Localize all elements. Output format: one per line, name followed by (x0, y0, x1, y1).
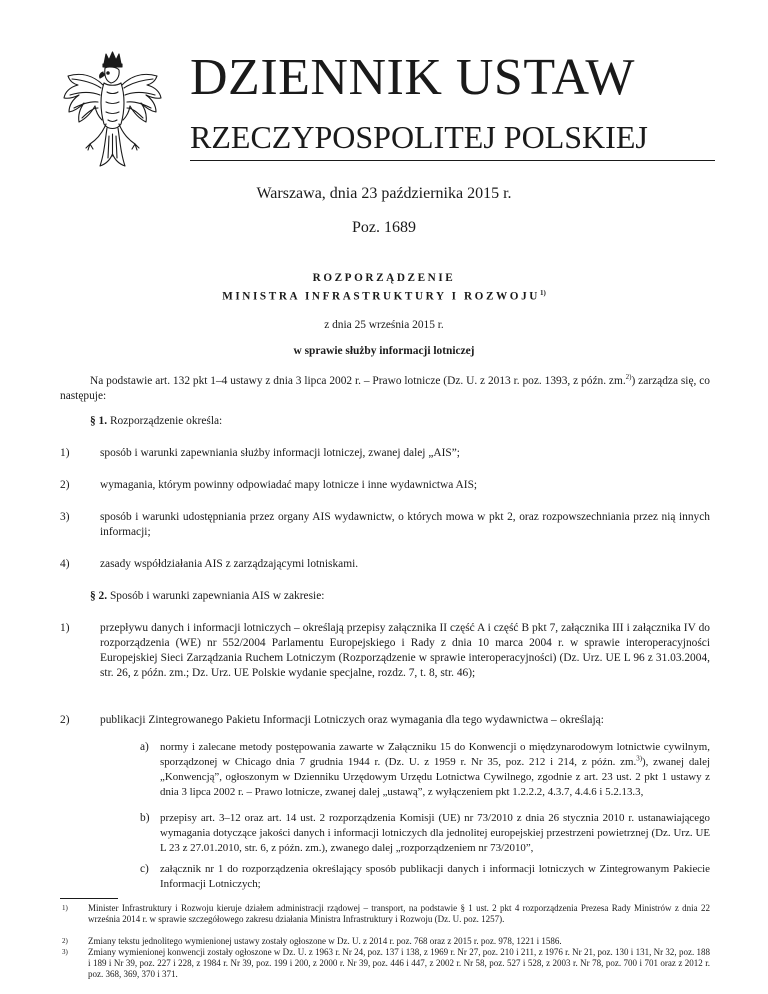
publication-date: Warszawa, dnia 23 października 2015 r. (256, 185, 512, 202)
header-divider (190, 160, 715, 161)
list-item-number: 1) (60, 622, 70, 634)
act-subject: w sprawie służby informacji lotniczej (293, 345, 475, 357)
footnote-mark: 1) (62, 904, 68, 912)
section-1-intro-text: Rozporządzenie określa: (107, 415, 223, 427)
footnote-ref-3: 3) (636, 754, 643, 763)
sub-item: załącznik nr 1 do rozporządzenia określający sposób publikacji danych i informacji lotniczych w Zintegrowanym Pakiecie Informacji Lotniczych; (160, 863, 710, 890)
act-issuer-text: MINISTRA INFRASTRUKTURY I ROZWOJU (222, 290, 540, 303)
list-item: sposób i warunki udostępniania przez organy AIS wydawnictw, o których mowa w pkt 2, oraz rozpowszechniania przez nią innych informacji; (100, 511, 710, 538)
sub-item-letter: c) (140, 863, 149, 875)
section-2-marker: § 2. (90, 590, 108, 602)
sub-item-text-end: ), zwanej dalej „Konwencją”, ogłoszonym w Dzienniku Urzędowym Urzędu Lotnictwa Cywilnego, zgodnie z art. 23 ust. 2 pkt 1 ustawy z dnia 3 lipca 2002 r. – Prawo lotnicze, zwanej dalej „ustawą”, z wyłączeniem pkt 1.2.2.2, 4.3.7, 4.4.6 i 5.2.13.3, (160, 756, 710, 798)
journal-title: DZIENNIK USTAW (190, 49, 635, 106)
footnote-text: Zmiany wymienionej konwencji zostały ogłoszone w Dz. U. z 1963 r. Nr 24, poz. 137 i 138, z 1969 r. Nr 27, poz. 210 i 211, z 1976 r. Nr 21, poz. 130 i 131, Nr 32, poz. 188 i 189 i Nr 39, poz. 227 i 228, z 1984 r. Nr 39, poz. 199 i 200, z 2000 r. Nr 39, poz. 446 i 447, z 2002 r. Nr 58, poz. 527 i 528, z 2003 r. Nr 78, poz. 700 i 701 oraz z 2012 r. poz. 368, 369, 370 i 371. (88, 947, 710, 979)
footnote-divider (60, 898, 118, 899)
list-item: publikacji Zintegrowanego Pakietu Informacji Lotniczych oraz wymagania dla tego wydawnictwa – określają: (100, 714, 604, 726)
preamble-text-end: ) zarządza się, co następuje: (60, 375, 710, 402)
sub-item-letter: a) (140, 741, 149, 753)
section-1-marker: § 1. (90, 415, 108, 427)
list-item-number: 4) (60, 558, 70, 570)
section-2-intro-text: Sposób i warunki zapewniania AIS w zakresie: (107, 590, 325, 602)
preamble-text: Na podstawie art. 132 pkt 1–4 ustawy z dnia 3 lipca 2002 r. – Prawo lotnicze (Dz. U. z 2013 r. poz. 1393, z późn. zm. (90, 375, 626, 387)
list-item: przepływu danych i informacji lotniczych – określają przepisy załącznika II część A i część B pkt 7, załącznika III i załącznika IV do rozporządzenia (WE) nr 552/2004 Parlamentu Europejskiego i Rady z dnia 10 marca 2004 r. w sprawie interoperacyjności Europejskiej Sieci Zarządzania Ruchem Lotniczym (Rozporządzenie w sprawie interoperacyjności) (Dz. Urz. UE L 96 z 31.03.2004, str. 26, z późn. zm.; Dz. Urz. UE Polskie wydanie specjalne, rozdz. 7, t. 8, str. 46); (100, 622, 710, 679)
list-item-number: 2) (60, 479, 70, 491)
polish-eagle-emblem-icon (60, 50, 165, 172)
act-issuer (0, 289, 768, 303)
list-item: zasady współdziałania AIS z zarządzającymi lotniskami. (100, 558, 359, 570)
list-item: sposób i warunki zapewniania służby informacji lotniczej, zwanej dalej „AIS”; (100, 447, 460, 459)
section-2-intro (90, 589, 324, 604)
sub-item-letter: b) (140, 812, 150, 824)
list-item-number: 1) (60, 447, 70, 459)
footnote-mark: 2) (62, 937, 68, 945)
footnote-ref-2: 2) (625, 373, 632, 382)
footnote-text: Minister Infrastruktury i Rozwoju kieruje działem administracji rządowej – transport, na podstawie § 1 ust. 2 pkt 4 rozporządzenia Prezesa Rady Ministrów z dnia 22 września 2014 r. w sprawie szczegółowego zakresu działania Ministra Infrastruktury i Rozwoju (Dz. U. poz. 1257). (88, 903, 710, 924)
position-number: Poz. 1689 (352, 219, 416, 236)
footnote-ref-1: 1) (539, 289, 546, 297)
list-item: wymagania, którym powinny odpowiadać mapy lotnicze i inne wydawnictwa AIS; (100, 479, 478, 491)
list-item-number: 2) (60, 714, 70, 726)
act-type: ROZPORZĄDZENIE (312, 272, 456, 284)
footnote-mark: 3) (62, 948, 68, 956)
sub-item-text: normy i zalecane metody postępowania zawarte w Załączniku 15 do Konwencji o międzynarodowym lotnictwie cywilnym, sporządzonej w Chicago dnia 7 grudnia 1944 r. (Dz. U. z 1959 r. Nr 35, poz. 212 i 214, z późn. zm. (160, 741, 710, 768)
footnote-text: Zmiany tekstu jednolitego wymienionej ustawy zostały ogłoszone w Dz. U. z 2014 r. poz. 768 oraz z 2015 r. poz. 978, 1221 i 1586. (88, 936, 562, 946)
act-date: z dnia 25 września 2015 r. (324, 319, 444, 331)
preamble (60, 374, 710, 404)
section-1-intro (90, 414, 222, 429)
journal-subtitle: RZECZYPOSPOLITEJ POLSKIEJ (190, 119, 648, 155)
list-item-number: 3) (60, 511, 70, 523)
sub-item (160, 740, 710, 800)
sub-item: przepisy art. 3–12 oraz art. 14 ust. 2 rozporządzenia Komisji (UE) nr 73/2010 z dnia 26 stycznia 2010 r. ustanawiającego wymagania dotyczące jakości danych i informacji lotniczych dla jednolitej europejskiej przestrzeni powietrznej (Dz. Urz. UE L 23 z 27.01.2010, str. 6, z późn. zm.), zwanego dalej „rozporządzeniem nr 73/2010”, (160, 812, 710, 854)
